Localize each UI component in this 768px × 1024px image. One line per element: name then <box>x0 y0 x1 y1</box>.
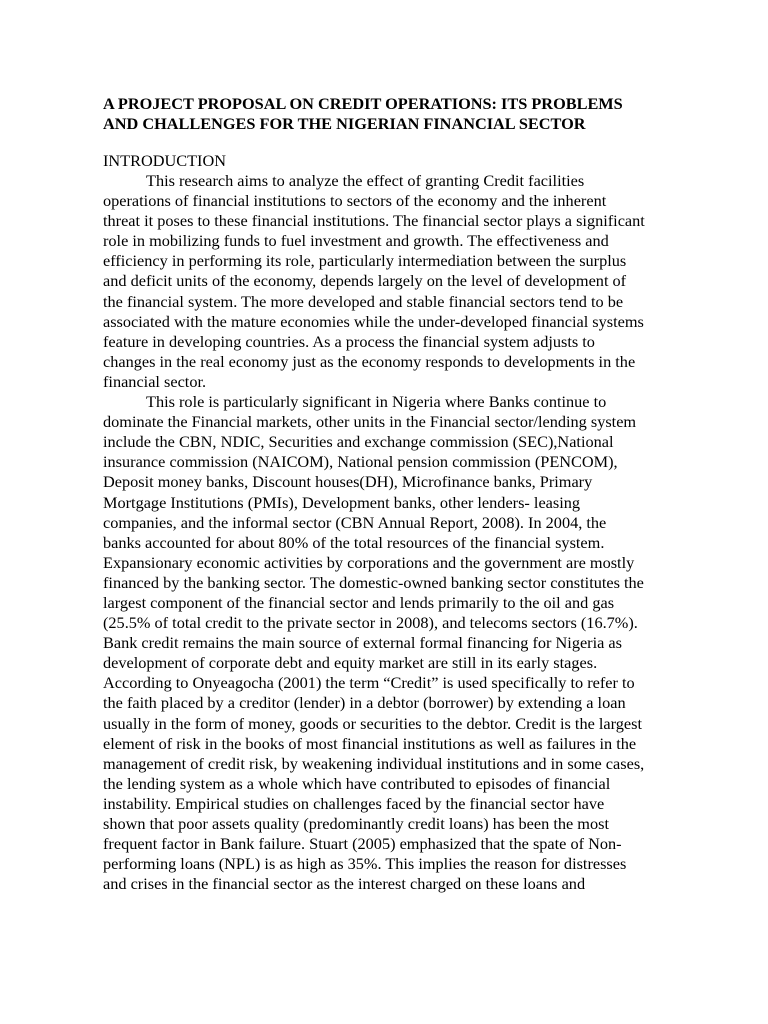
paragraph-1 <box>103 171 693 392</box>
paragraph-2-text: This role is particularly significant in Nigeria where Banks continue to dominate the Financial markets, other units in the Financial sector/lending system include the CBN, NDIC, Securities and exchange commission (SEC),National insurance commission (NAICOM), National pension commission (PENCOM), Deposit money banks, Discount houses(DH), Microfinance banks, Primary Mortgage Institutions (PMIs), Development banks, other lenders- leasing companies, and the informal sector (CBN Annual Report, 2008). In 2004, the banks accounted for about 80% of the total resources of the financial system. Expansionary economic activities by corporations and the government are mostly financed by the banking sector. The domestic-owned banking sector constitutes the largest component of the financial sector and lends primarily to the oil and gas (25.5% of total credit to the private sector in 2008), and telecoms sectors (16.7%). Bank credit remains the main source of external formal financing for Nigeria as development of corporate debt and equity market are still in its early stages. According to Onyeagocha (2001) the term “Credit” is used specifically to refer to the faith placed by a creditor (lender) in a debtor (borrower) by extending a loan usually in the form of money, goods or securities to the debtor. Credit is the largest element of risk in the books of most financial institutions as well as failures in the management of credit risk, by weakening individual institutions and in some cases, the lending system as a whole which have contributed to episodes of financial instability. Empirical studies on challenges faced by the financial sector have shown that poor assets quality (predominantly credit loans) has been the most frequent factor in Bank failure. Stuart (2005) emphasized that the spate of Non- performing loans (NPL) is as high as 35%. This implies the reason for distresses and crises in the financial sector as the interest charged on these loans and <box>103 392 645 894</box>
document-body <box>103 94 693 894</box>
paragraph-1-text: This research aims to analyze the effect of granting Credit facilities operations of financial institutions to sectors of the economy and the inherent threat it poses to these financial institutions. The financial sector plays a significant role in mobilizing funds to fuel investment and growth. The effectiveness and efficiency in performing its role, particularly intermediation between the surplus and deficit units of the economy, depends largely on the level of development of the financial system. The more developed and stable financial sectors tend to be associated with the mature economies while the under-developed financial systems feature in developing countries. As a process the financial system adjusts to changes in the real economy just as the economy responds to developments in the financial sector. <box>103 171 645 391</box>
section-heading-introduction: INTRODUCTION <box>103 151 226 170</box>
document-title: A PROJECT PROPOSAL ON CREDIT OPERATIONS: ITS PROBLEMS AND CHALLENGES FOR THE NIGERIAN FINANCIAL SECTOR <box>103 94 623 133</box>
paragraph-2 <box>103 392 693 894</box>
